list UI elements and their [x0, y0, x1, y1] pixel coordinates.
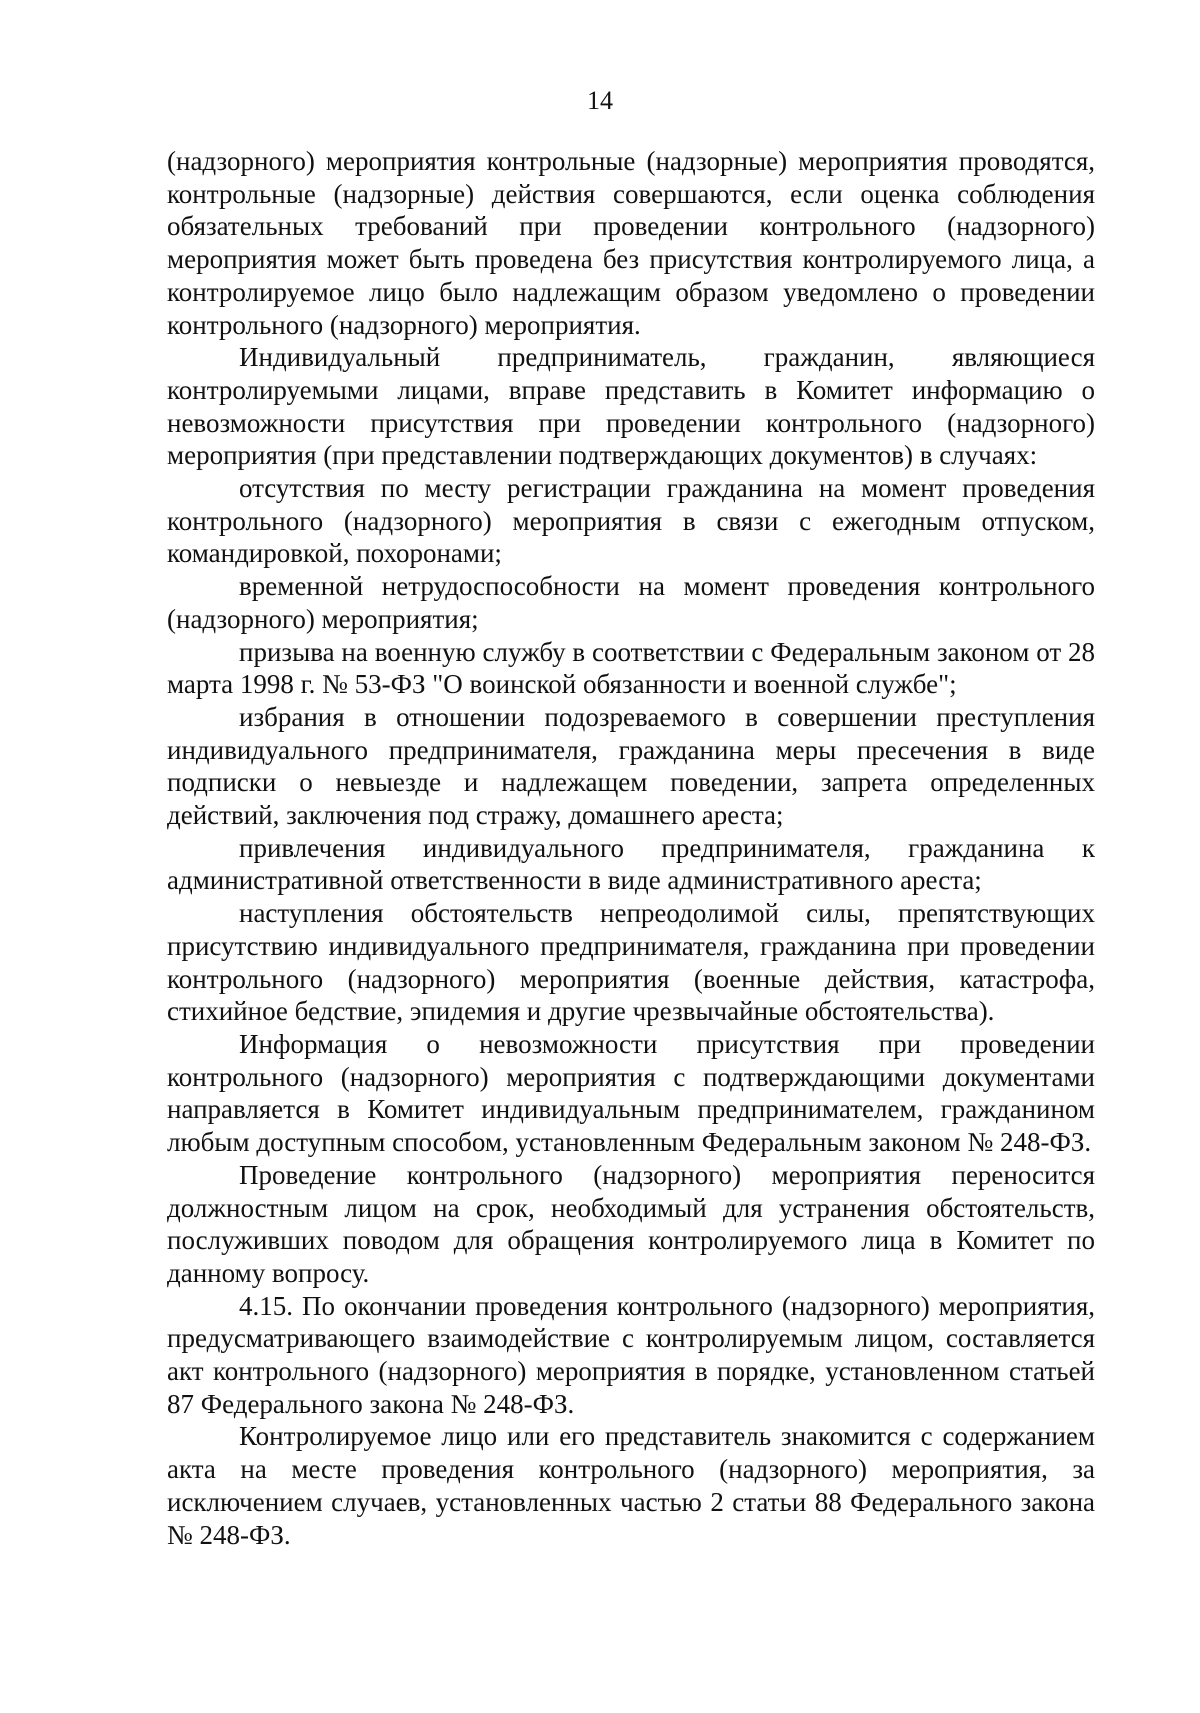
paragraph-case-force-majeure: наступления обстоятельств непреодолимой силы, препятствующих присутствию индивидуального предпринимателя, гражданина при проведении контрольного (надзорного) мероприятия (военные действия, катастрофа, стихийное бедствие, эпидемия и другие чрезвычайные обстоятельства).: [167, 898, 1095, 1027]
document-body: [167, 145, 1095, 1551]
paragraph-case-absence: отсутствия по месту регистрации гражданина на момент проведения контрольного (надзорного) мероприятия в связи с ежегодным отпуском, командировкой, похоронами;: [167, 473, 1095, 569]
paragraph-postponement: Проведение контрольного (надзорного) мероприятия переносится должностным лицом на срок, необходимый для устранения обстоятельств, послуживших поводом для обращения контролируемого лица в Комитет по данному вопросу.: [167, 1159, 1095, 1288]
paragraph-act-familiarization: Контролируемое лицо или его представитель знакомится с содержанием акта на месте проведения контрольного (надзорного) мероприятия, за исключением случаев, установленных частью 2 статьи 88 Федерального закона № 248-ФЗ.: [167, 1421, 1095, 1550]
paragraph-case-preventive-measure: избрания в отношении подозреваемого в совершении преступления индивидуального предпринимателя, гражданина меры пресечения в виде подписки о невыезде и надлежащем поведении, запрета определенных действий, заключения под стражу, домашнего ареста;: [167, 701, 1095, 831]
paragraph-section-4-15: 4.15. По окончании проведения контрольного (надзорного) мероприятия, предусматривающего взаимодействие с контролируемым лицом, составляется акт контрольного (надзорного) мероприятия в порядке, установленном статьей 87 Федерального закона № 248-ФЗ.: [167, 1290, 1095, 1419]
page-number: 14: [587, 86, 613, 115]
paragraph-case-administrative-arrest: привлечения индивидуального предпринимателя, гражданина к административной ответственности в виде административного ареста;: [167, 832, 1095, 896]
paragraph-case-military-service: призыва на военную службу в соответствии с Федеральным законом от 28 марта 1998 г. № 53-ФЗ "О воинской обязанности и военной службе";: [167, 636, 1095, 700]
paragraph-information-submission: Информация о невозможности присутствия при проведении контрольного (надзорного) мероприятия с подтверждающими документами направляется в Комитет индивидуальным предпринимателем, гражданином любым доступным способом, установленным Федеральным законом № 248-ФЗ.: [167, 1028, 1095, 1158]
paragraph-continuation: (надзорного) мероприятия контрольные (надзорные) мероприятия проводятся, контрольные (надзорные) действия совершаются, если оценка соблюдения обязательных требований при проведении контрольного (надзорного) мероприятия может быть проведена без присутствия контролируемого лица, а контролируемое лицо было надлежащим образом уведомлено о проведении контрольного (надзорного) мероприятия.: [167, 146, 1095, 340]
paragraph-case-disability: временной нетрудоспособности на момент проведения контрольного (надзорного) мероприятия;: [167, 571, 1095, 634]
paragraph-right-to-notify: Индивидуальный предприниматель, гражданин, являющиеся контролируемыми лицами, вправе представить в Комитет информацию о невозможности присутствия при проведении контрольного (надзорного) мероприятия (при представлении подтверждающих документов) в случаях:: [167, 342, 1095, 471]
